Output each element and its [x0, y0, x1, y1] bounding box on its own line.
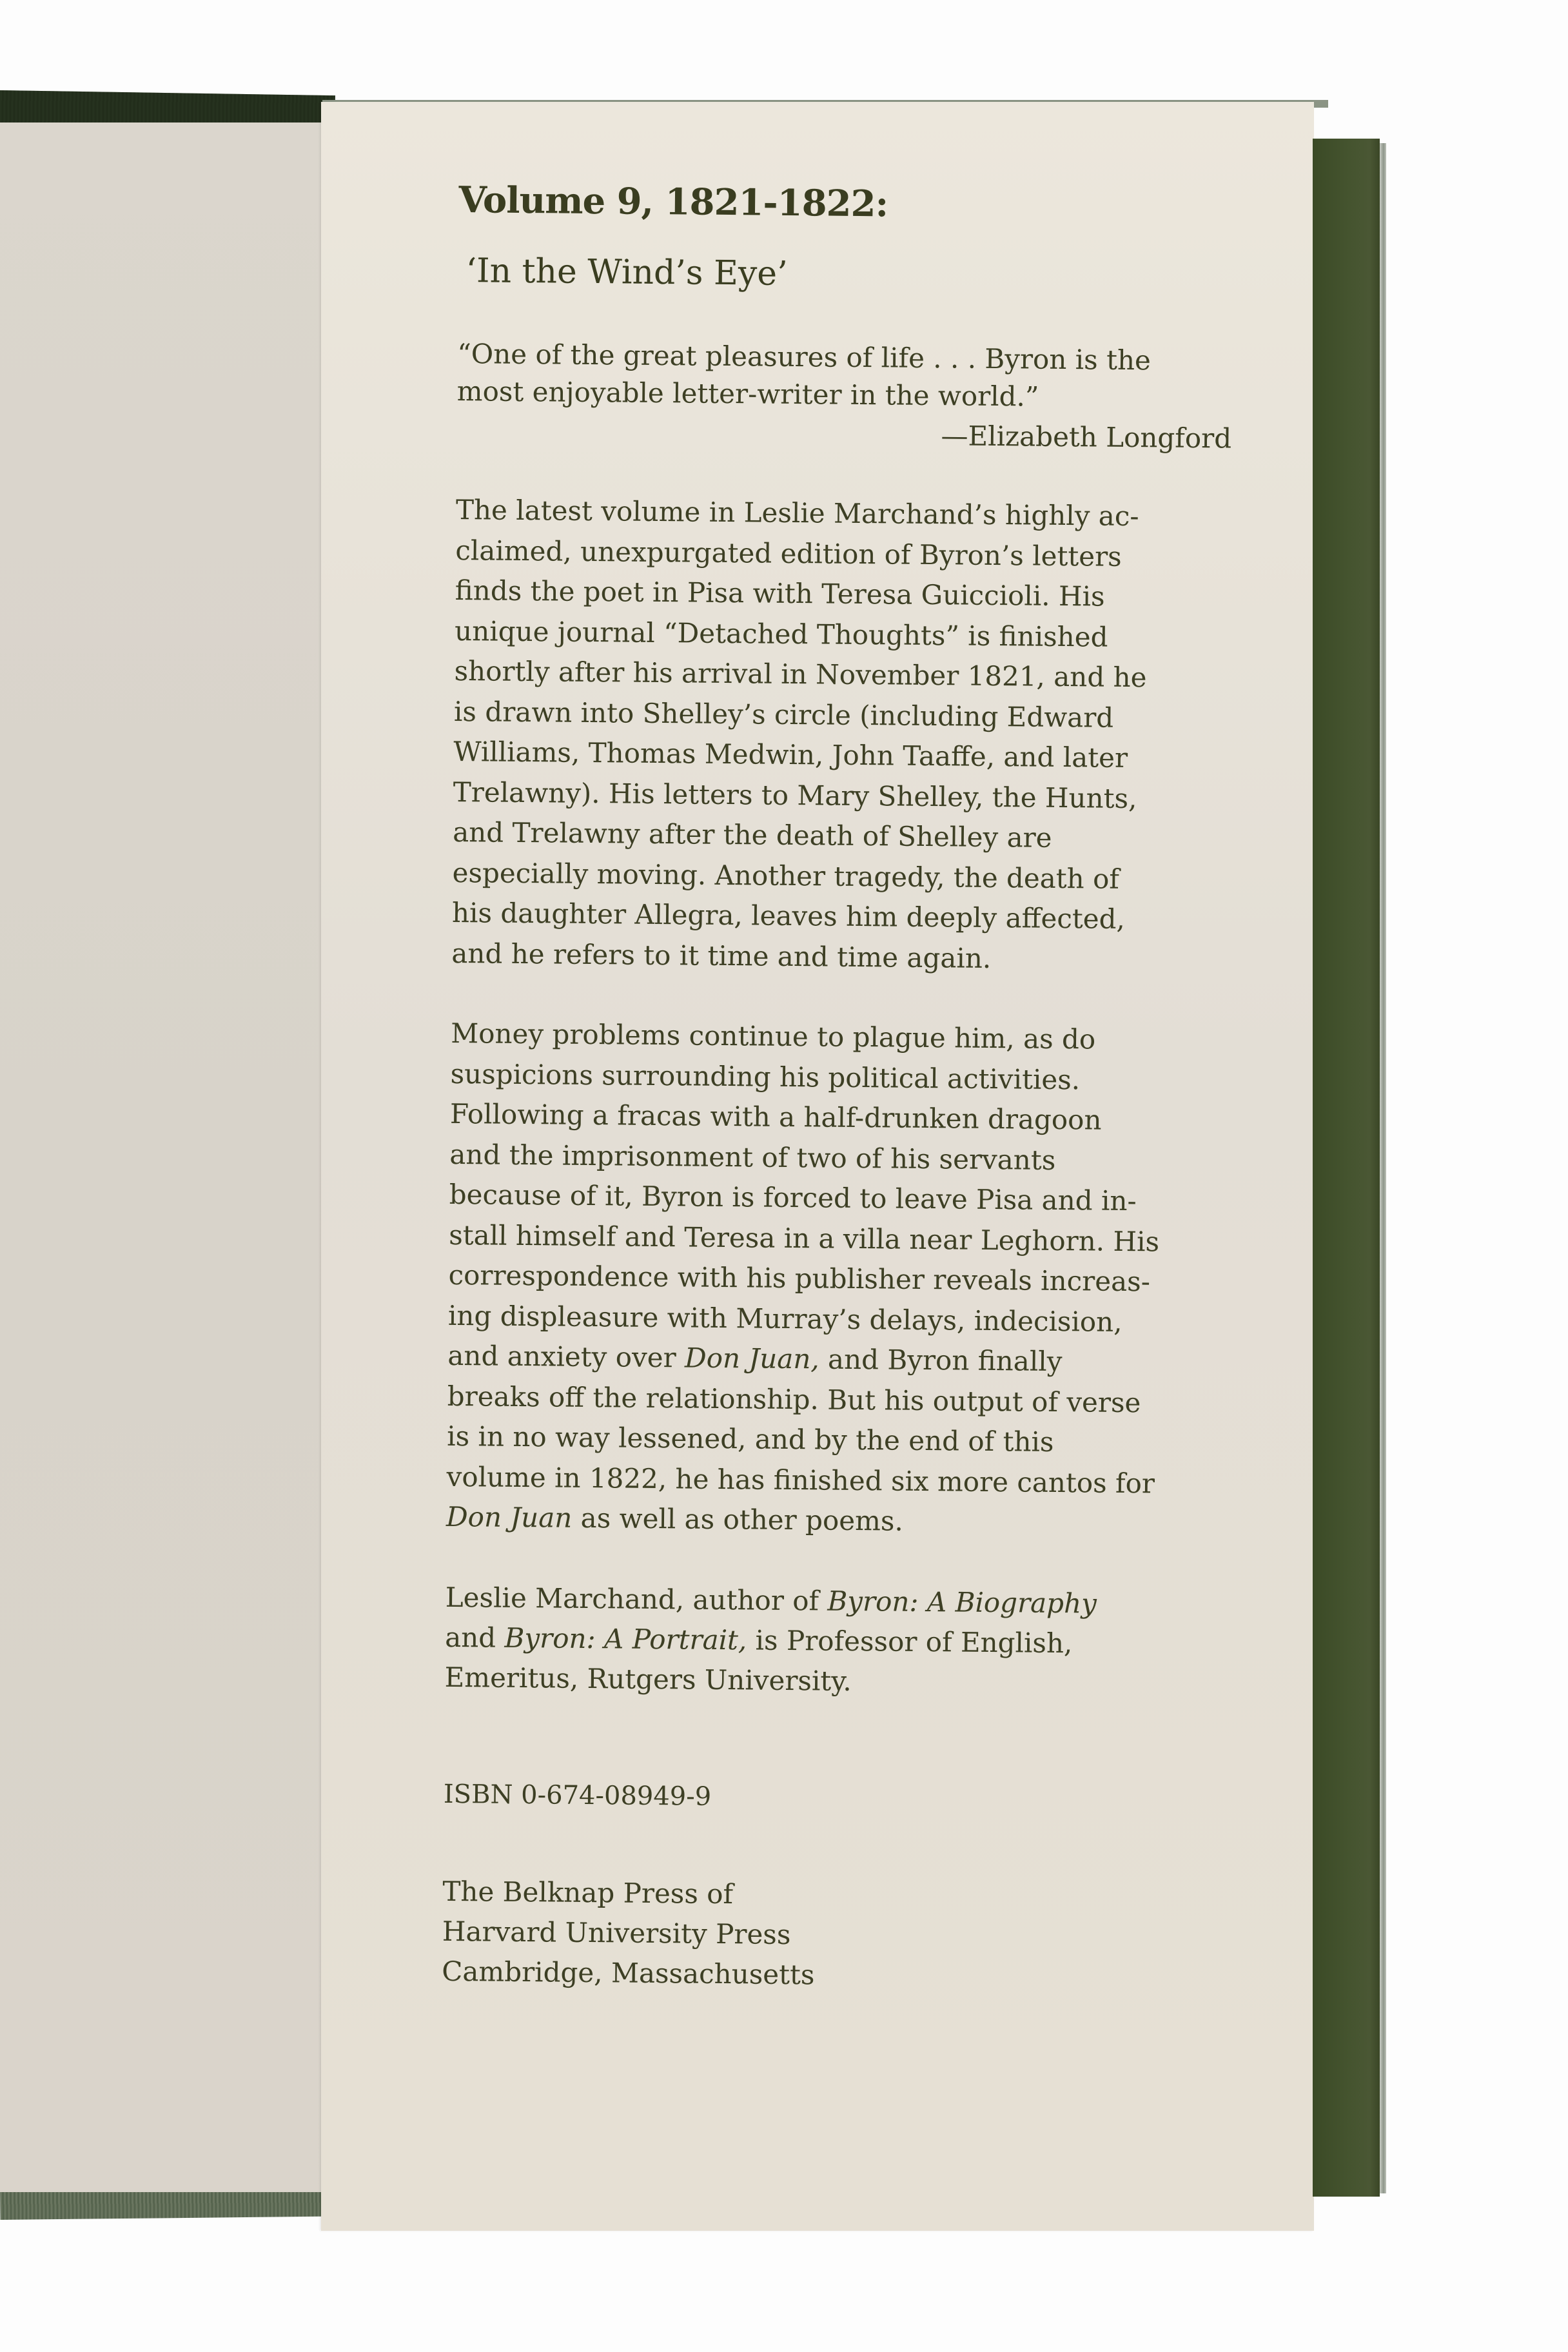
text-line: shortly after his arrival in November 1821, and he: [454, 654, 1147, 694]
text-line: and he refers to it time and time again.: [451, 937, 992, 974]
text-segment: and Byron finally: [819, 1343, 1063, 1378]
text-line: [446, 1497, 1233, 1545]
text-segment: as well as other poems.: [572, 1502, 904, 1537]
text-line: The latest volume in Leslie Marchand’s highly ac-: [455, 493, 1139, 533]
description-paragraph-2: [446, 1014, 1238, 1545]
book-title-italic: Byron: A Biography: [827, 1585, 1097, 1620]
book-title-italic: Don Juan: [446, 1500, 573, 1534]
text-line: stall himself and Teresa in a villa near Leghorn. His: [448, 1219, 1160, 1258]
quote-attribution: —Elizabeth Longford: [941, 420, 1232, 455]
text-line: Following a fracas with a half-drunken dragoon: [449, 1097, 1102, 1136]
text-line: his daughter Allegra, leaves him deeply affected,: [451, 896, 1126, 935]
book-spine-green: [1313, 139, 1380, 2197]
flap-text: [442, 174, 1246, 1999]
volume-title: Volume 9, 1821-1822:: [458, 178, 888, 226]
spine-edge: [1380, 143, 1386, 2193]
book-title-italic: Don Juan,: [684, 1342, 819, 1375]
publisher-line: Cambridge, Massachusetts: [442, 1955, 815, 1990]
text-line: suspicions surrounding his political activities.: [450, 1057, 1081, 1095]
quote-line: “One of the great pleasures of life . . . Byron is the: [457, 337, 1152, 377]
publisher-imprint: [442, 1871, 1230, 1999]
text-line: is drawn into Shelley’s circle (including Edward: [453, 695, 1114, 734]
quote-line: most enjoyable letter-writer in the world.”: [456, 375, 1039, 413]
text-line: especially moving. Another tragedy, the death of: [452, 856, 1120, 895]
publisher-line: Harvard University Press: [442, 1915, 791, 1950]
text-segment: is Professor of English,: [747, 1623, 1073, 1659]
text-line: Williams, Thomas Medwin, John Taaffe, and later: [453, 735, 1128, 774]
text-line: [445, 1617, 1232, 1665]
text-line: Money problems continue to plague him, as do: [450, 1017, 1096, 1055]
volume-subtitle: ‘In the Wind’s Eye’: [466, 251, 788, 293]
text-line: unique journal “Detached Thoughts” is finished: [454, 614, 1108, 653]
text-line: Emeritus, Rutgers University.: [444, 1661, 852, 1697]
isbn-number: ISBN 0-674-08949-9: [443, 1779, 712, 1812]
text-line: claimed, unexpurgated edition of Byron’s letters: [455, 534, 1122, 573]
text-segment: and anxiety over: [447, 1339, 685, 1374]
text-line: breaks off the relationship. But his output of verse: [447, 1380, 1141, 1418]
text-line: [447, 1336, 1235, 1384]
endpaper-left-page: [0, 122, 323, 2192]
text-line: and Trelawny after the death of Shelley are: [452, 816, 1052, 854]
description-paragraph-1: [451, 490, 1242, 981]
book-title-italic: Byron: A Portrait,: [504, 1622, 747, 1656]
text-line: correspondence with his publisher reveals increas-: [448, 1259, 1151, 1298]
text-line: and the imprisonment of two of his servants: [449, 1138, 1056, 1176]
text-line: Trelawny). His letters to Mary Shelley, the Hunts,: [453, 776, 1137, 814]
text-line: because of it, Byron is forced to leave Pisa and in-: [449, 1178, 1137, 1217]
blurb-quote: [456, 335, 1244, 458]
text-line: volume in 1822, he has finished six more cantos for: [446, 1460, 1155, 1499]
text-line: [446, 1577, 1233, 1625]
text-segment: and: [444, 1621, 505, 1654]
publisher-line: The Belknap Press of: [442, 1875, 734, 1910]
text-line: ing displeasure with Murray’s delays, indecision,: [447, 1299, 1122, 1338]
author-bio: [444, 1577, 1232, 1705]
text-line: finds the poet in Pisa with Teresa Guiccioli. His: [455, 574, 1105, 612]
text-segment: Leslie Marchand, author of: [445, 1581, 828, 1617]
text-line: is in no way lessened, and by the end of this: [446, 1420, 1054, 1458]
